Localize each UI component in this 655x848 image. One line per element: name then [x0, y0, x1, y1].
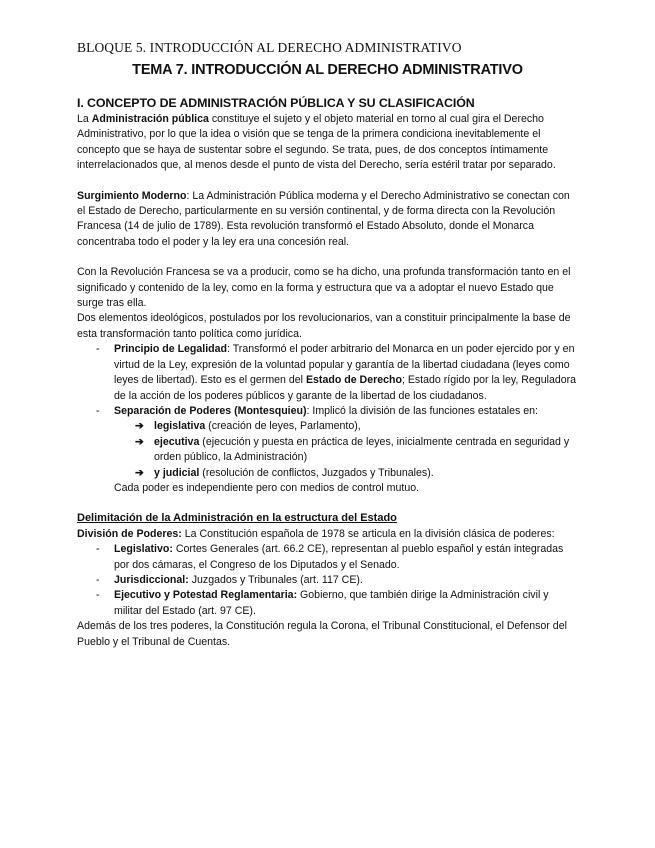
powers-list [77, 542, 577, 619]
paragraph-administracion-publica [77, 112, 577, 174]
text-run: constituye el sujeto y el objeto material en torno al cual gira el Derecho Administrativo, por lo que la idea o visión que se tenga de la primera condiciona inevitablemente el concepto que se haya de sustentar sobre el segundo. Se trata, pues, de dos conceptos íntimamente interrelacionados que, al menos desde el punto de vista del Derecho, sería estéril tratar por separado. [77, 113, 556, 172]
arrow-right-icon: ➔ [135, 435, 144, 448]
document-body [77, 95, 577, 650]
paragraph-control-mutuo: Cada poder es independiente pero con medios de control mutuo. [114, 481, 420, 494]
bold-term: Estado de Derecho [305, 374, 402, 387]
text-run: ; Estado rígido por la ley, Reguladora de la acción de los poderes públicos y garante de la libertad de los ciudadanos. [114, 374, 577, 402]
text-run: La Constitución española de 1978 se articula en la división clásica de poderes: [181, 527, 555, 540]
bold-term: Separación de Poderes (Montesquieu) [114, 404, 307, 417]
text-run: Cortes Generales (art. 66.2 CE), representan al pueblo español y están integradas por dos cámaras, el Congreso de los Diputados y el Senado. [114, 543, 564, 571]
block-header: BLOQUE 5. INTRODUCCIÓN AL DERECHO ADMINISTRATIVO [77, 40, 462, 55]
bold-term: División de Poderes: [77, 527, 182, 540]
text-run: Juzgados y Tribunales (art. 117 CE). [188, 573, 363, 586]
bold-term: Administración pública [91, 113, 209, 125]
text-run: Gobierno, que también dirige la Administración civil y militar del Estado (art. 97 CE). [114, 589, 549, 617]
bold-term: ejecutiva [154, 435, 200, 448]
text-run: La [77, 113, 92, 125]
section-heading-concepto: I. CONCEPTO DE ADMINISTRACIÓN PÚBLICA Y SU CLASIFICACIÓN [77, 96, 475, 110]
sublist-item [77, 466, 577, 481]
text-run: : Implicó la división de las funciones estatales en: [306, 404, 538, 417]
sublist-item [77, 419, 577, 434]
text-run: (resolución de conflictos, Juzgados y Tribunales). [199, 466, 434, 479]
text-run: (creación de leyes, Parlamento), [205, 420, 361, 433]
list-item-principio-legalidad [77, 342, 577, 404]
bold-term: Ejecutivo y Potestad Reglamentaria: [114, 589, 298, 602]
list-item-separacion-poderes [77, 404, 577, 419]
bold-term: Surgimiento Moderno [77, 189, 187, 202]
paragraph-revolucion-francesa: Con la Revolución Francesa se va a producir, como se ha dicho, una profunda transformación tanto en el significado y contenido de la ley, como en la forma y estructura que va a adoptar el nuevo Estado que surge tras ella. [77, 266, 571, 310]
arrow-right-icon: ➔ [135, 466, 144, 479]
list-item-ejecutivo [77, 588, 577, 619]
list-item-legislativo [77, 542, 577, 573]
bold-term: Jurisdiccional: [114, 573, 189, 586]
text-run: : La Administración Pública moderna y el Derecho Administrativo se conectan con el Estado de Derecho, particularmente en su versión continental, y de forma directa con la Revolución Francesa (14 de julio de 1789). Esta revolución transformó el Estado Absoluto, donde el Monarca concentraba todo el poder y la ley era una concesión real. [77, 189, 570, 248]
document-title: TEMA 7. INTRODUCCIÓN AL DERECHO ADMINISTRATIVO [132, 62, 523, 78]
text-run: : Transformó el poder arbitrario del Monarca en un poder ejercido por y en virtud de la Ley, expresión de la voluntad popular y garantía de la libertad ciudadana (leyes como leyes de libertad). Esto es el germen del [114, 343, 575, 387]
sublist-item [77, 435, 577, 466]
paragraph-otros-organos: Además de los tres poderes, la Constitución regula la Corona, el Tribunal Constitucional, el Defensor del Pueblo y el Tribunal de Cuentas. [77, 620, 567, 648]
bold-term: y judicial [154, 466, 200, 479]
paragraph-elementos-ideologicos: Dos elementos ideológicos, postulados por los revolucionarios, van a constituir principalmente la base de esta transformación tanto política como jurídica. [77, 312, 571, 340]
bold-term: Principio de Legalidad [114, 343, 228, 356]
arrow-right-icon: ➔ [135, 420, 144, 433]
paragraph-surgimiento-moderno [77, 189, 577, 251]
principles-list [77, 342, 577, 419]
list-item-jurisdiccional [77, 573, 577, 588]
bold-term: Legislativo: [114, 543, 173, 556]
bold-term: legislativa [154, 420, 206, 433]
subsection-heading-delimitacion: Delimitación de la Administración en la estructura del Estado [77, 512, 397, 525]
paragraph-division-poderes [77, 527, 577, 542]
powers-sublist [77, 419, 577, 481]
text-run: (ejecución y puesta en práctica de leyes, inicialmente centrada en seguridad y orden público, la Administración) [154, 435, 570, 464]
